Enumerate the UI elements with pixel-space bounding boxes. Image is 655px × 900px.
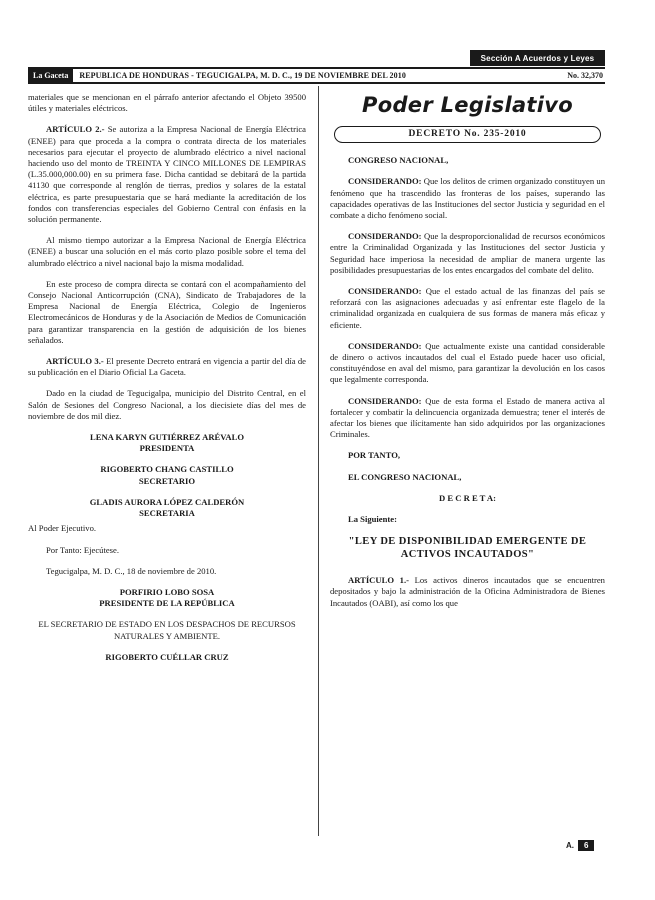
decreta-heading: D E C R E T A: <box>439 492 496 503</box>
page-footer <box>566 840 594 851</box>
signatory-name: RIGOBERTO CUÉLLAR CRUZ <box>105 651 229 662</box>
considerando <box>330 176 605 221</box>
paragraph: En este proceso de compra directa se contará con el acompañamiento del Consejo Nacional Anticorrupción (CNA), Sindicato de Trabajadores de la Empresa Nacional de Energía Eléctrica, Colegio de Ingenieros Electromecánicos de Honduras y de la Asociación de Medios de Comunicación para garantizar transparencia en la gestión de adquisición de los bienes señalados. <box>28 278 306 345</box>
law-title: "LEY DE DISPONIBILIDAD EMERGENTE DE ACTIVOS INCAUTADOS" <box>348 536 587 561</box>
gazette-number: No. 32,370 <box>567 71 603 80</box>
paragraph: EL SECRETARIO DE ESTADO EN LOS DESPACHOS DE RECURSOS NATURALES Y AMBIENTE. <box>38 619 296 641</box>
signatory-role: SECRETARIA <box>139 508 195 519</box>
article-text: Los activos dineros incautados que se encuentren depositados y bajo la administración de la Oficina Administradora de Bienes Incautados (OABI), así como los que <box>330 575 605 608</box>
considerando-text: Que actualmente existe una cantidad considerable de dinero o activos incautados del cual el Estado puede hacer uso oficial, constituyéndose en aval del mismo, para garantizar la devolución en los casos que legalmente corresponda. <box>330 340 605 385</box>
left-column <box>28 92 306 673</box>
column-divider <box>318 86 319 836</box>
signature-block <box>28 464 306 486</box>
paragraph: POR TANTO, <box>348 450 401 461</box>
considerando-lead: CONSIDERANDO: <box>348 286 422 297</box>
considerando-text: Que el estado actual de las finanzas del país se reforzará con las asignaciones adecuadas y así enfrentar este flagelo de la criminalidad organizada en cualquiera de sus formas de manera más eficaz y eficiente. <box>330 286 605 330</box>
paragraph: EL CONGRESO NACIONAL, <box>348 471 462 482</box>
signatory-name: RIGOBERTO CHANG CASTILLO <box>100 464 234 475</box>
considerando-text: Que de esta forma el Estado de manera activa al fortalecer y combatir la delincuencia organizada demuestra; tener el interés de afectar los bienes que ilícitamente han sido adquiridos por las organizaciones Criminales. <box>330 395 605 440</box>
article-2 <box>28 124 306 225</box>
paragraph: La Siguiente: <box>348 514 397 525</box>
paragraph: Tegucigalpa, M. D. C., 18 de noviembre de 2010. <box>46 565 217 576</box>
right-column <box>330 92 605 619</box>
considerando-lead: CONSIDERANDO: <box>348 340 422 351</box>
gazette-title: REPUBLICA DE HONDURAS - TEGUCIGALPA, M. D. C., 19 DE NOVIEMBRE DEL 2010 <box>79 71 406 80</box>
section-heading: Poder Legislativo <box>362 93 573 117</box>
article-text: Se autoriza a la Empresa Nacional de Energía Eléctrica (ENEE) para que proceda a la compra o contrata directa de los materiales necesarios para ejecutar el proyecto de alumbrado eléctrico a nivel nacional haciendo uso del monto de TREINTA Y CINCO MILLONES DE LEMPIRAS (L.35.000,000.00) en su primera fase. Dicha cantidad se debitará de la partida 41130 que corresponde al renglón de tierras, predios y solares de la estatal eléctrica, es parte presupuestaria que se hará mediante la acreditación de los fondos con transferencias especiales del Gobierno Central con énfasis en la solución permanente. <box>28 124 306 225</box>
signatory-name: PORFIRIO LOBO SOSA <box>119 586 215 597</box>
considerando-lead: CONSIDERANDO: <box>348 231 422 242</box>
section-tag: Sección A Acuerdos y Leyes <box>470 50 605 66</box>
article-text: El presente Decreto entrará en vigencia a partir del día de su publicación en el Diario Oficial La Gaceta. <box>28 356 306 378</box>
article-lead: ARTÍCULO 2.- <box>46 124 105 135</box>
considerando-lead: CONSIDERANDO: <box>348 176 422 187</box>
signatory-role: SECRETARIO <box>138 475 196 486</box>
paragraph: CONGRESO NACIONAL, <box>348 155 449 166</box>
paragraph: Dado en la ciudad de Tegucigalpa, municipio del Distrito Central, en el Salón de Sesiones del Congreso Nacional, a los diecisiete días del mes de noviembre de dos mil diez. <box>28 388 306 421</box>
gazette-name: La Gaceta <box>28 69 73 82</box>
gazette-header <box>28 67 605 84</box>
considerando-lead: CONSIDERANDO: <box>348 395 422 406</box>
article-1 <box>330 575 605 609</box>
considerando-text: Que los delitos de crimen organizado constituyen un fenómeno que ha trascendido las fronteras de los países, superando las capacidades operativas de las Instituciones del sector Justicia y seguridad en el combate a dicho fenómeno social. <box>330 176 605 221</box>
article-3 <box>28 356 306 378</box>
signature-block <box>28 587 306 609</box>
considerando <box>330 286 605 331</box>
signatory-role: PRESIDENTA <box>139 443 195 454</box>
paragraph: Por Tanto: Ejecútese. <box>46 544 119 555</box>
signature-block <box>28 497 306 519</box>
footer-section: A. <box>566 841 574 850</box>
decree-number: DECRETO No. 235-2010 <box>334 126 601 143</box>
paragraph: materiales que se mencionan en el párrafo anterior afectando el Objeto 39500 útiles y materiales eléctricos. <box>28 92 306 114</box>
signatory-name: GLADIS AURORA LÓPEZ CALDERÓN <box>89 496 245 507</box>
paragraph: Al Poder Ejecutivo. <box>28 523 97 534</box>
signatory-name: LENA KARYN GUTIÉRREZ ARÉVALO <box>89 432 245 443</box>
considerando-text: Que la desproporcionalidad de recursos económicos entre la Criminalidad Organizada y las Instituciones del sector Justicia y Seguridad hace imperiosa la necesidad de ampliar de manera urgente las posibilidades presupuestarias de los entes encargados del combate del delito. <box>330 231 605 275</box>
page-number: 6 <box>578 840 594 851</box>
considerando <box>330 396 605 441</box>
considerando <box>330 341 605 386</box>
paragraph: Al mismo tiempo autorizar a la Empresa Nacional de Energía Eléctrica (ENEE) a buscar una solución en el más corto plazo posible sobre el tema del alumbrado eléctrico a nivel nacional bajo la misma modalidad. <box>28 235 306 268</box>
article-lead: ARTÍCULO 3.- <box>46 356 104 367</box>
signatory-role: PRESIDENTE DE LA REPÚBLICA <box>99 598 235 609</box>
signature-block <box>28 652 306 663</box>
considerando <box>330 231 605 276</box>
signature-block <box>28 432 306 454</box>
article-lead: ARTÍCULO 1.- <box>348 575 409 586</box>
